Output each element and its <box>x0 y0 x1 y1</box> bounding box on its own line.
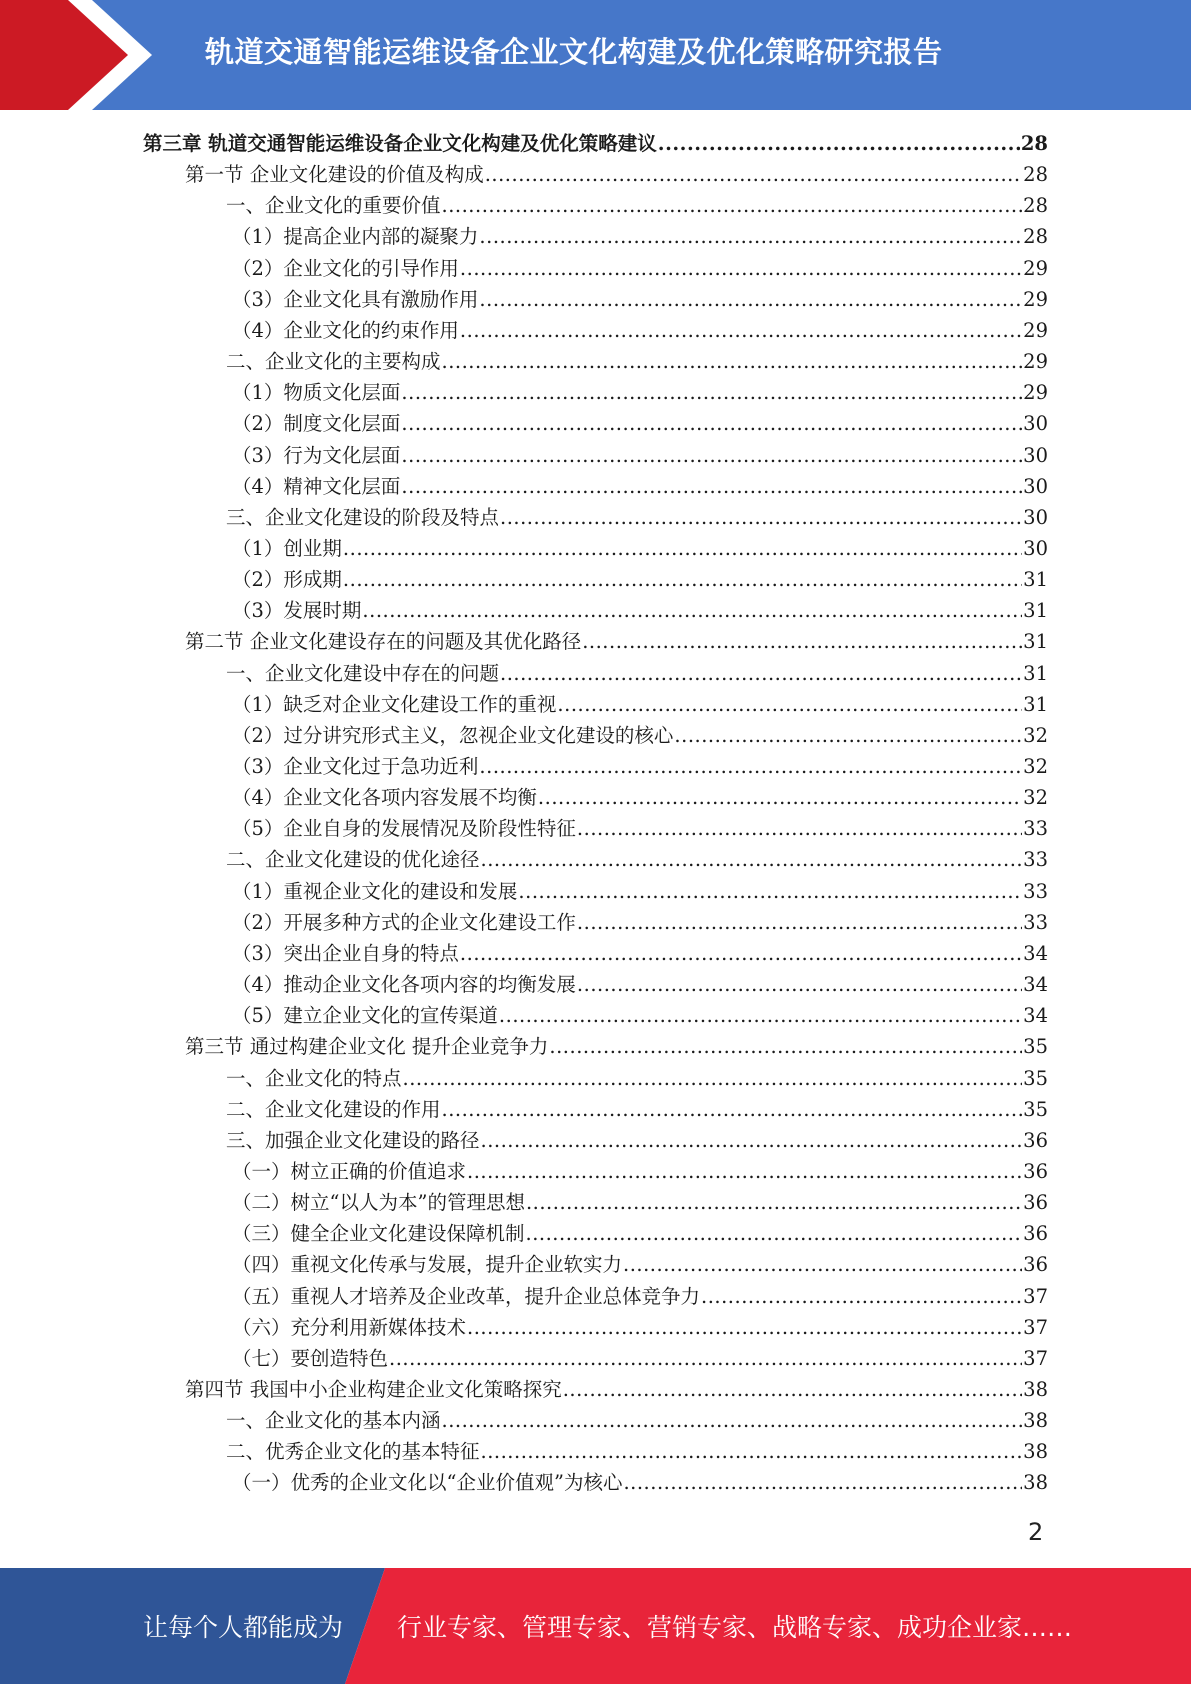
toc-entry[interactable] <box>232 751 1048 782</box>
toc-entry[interactable] <box>232 533 1048 564</box>
toc-dot-leader <box>557 689 1022 720</box>
toc-dot-leader <box>549 1031 1022 1062</box>
toc-entry-page: 28 <box>1023 225 1048 249</box>
footer-slogan-right: 行业专家、管理专家、营销专家、战略专家、成功企业家…… <box>397 1613 1073 1642</box>
toc-dot-leader <box>577 907 1022 938</box>
toc-entry-title: （3）企业文化过于急功近利 <box>232 755 479 778</box>
toc-entry-page: 37 <box>1023 1315 1048 1339</box>
toc-entry-title: （一）树立正确的价值追求 <box>232 1159 467 1183</box>
toc-entry[interactable] <box>185 159 1048 190</box>
toc-entry-page: 29 <box>1023 256 1048 280</box>
toc-dot-leader <box>479 751 1022 782</box>
toc-entry[interactable] <box>232 782 1048 813</box>
toc-entry-page: 34 <box>1023 973 1048 997</box>
toc-entry-title: （三）健全企业文化建设保障机制 <box>232 1222 525 1246</box>
toc-entry-page: 38 <box>1023 1440 1048 1464</box>
toc-dot-leader <box>343 533 1022 564</box>
toc-dot-leader <box>674 720 1022 751</box>
toc-entry-page: 31 <box>1023 661 1048 685</box>
toc-entry-page: 37 <box>1023 1346 1048 1370</box>
toc-entry[interactable] <box>232 221 1048 252</box>
toc-dot-leader <box>485 159 1022 190</box>
toc-entry[interactable] <box>226 346 1048 377</box>
toc-entry-title: 一、企业文化的重要价值 <box>226 194 441 218</box>
toc-dot-leader <box>500 658 1022 689</box>
toc-dot-leader <box>538 782 1022 813</box>
toc-entry-page: 32 <box>1023 786 1048 810</box>
toc-entry-title: （2）制度文化层面 <box>232 412 401 436</box>
toc-entry-page: 38 <box>1023 1409 1048 1433</box>
toc-entry-title: （3）突出企业自身的特点 <box>232 941 459 965</box>
toc-dot-leader <box>577 813 1022 844</box>
toc-entry-page: 30 <box>1023 443 1048 467</box>
toc-entry[interactable] <box>226 502 1048 533</box>
toc-entry[interactable] <box>232 440 1048 471</box>
toc-entry-title: 第四节 我国中小企业构建企业文化策略探究 <box>185 1378 562 1401</box>
toc-dot-leader <box>526 1218 1023 1249</box>
toc-entry-page: 32 <box>1023 755 1048 778</box>
toc-entry[interactable] <box>226 1125 1048 1156</box>
toc-entry-title: （3）行为文化层面 <box>232 443 401 467</box>
toc-entry-page: 36 <box>1023 1159 1048 1183</box>
toc-entry-page: 33 <box>1023 910 1048 934</box>
toc-entry-page: 28 <box>1023 194 1048 218</box>
toc-entry[interactable] <box>232 720 1048 751</box>
toc-entry-title: 第二节 企业文化建设存在的问题及其优化路径 <box>185 630 582 654</box>
toc-entry-title: （2）形成期 <box>232 568 342 592</box>
toc-entry-title: （1）重视企业文化的建设和发展 <box>232 879 518 903</box>
toc-entry[interactable] <box>232 315 1048 346</box>
toc-entry-title: 第一节 企业文化建设的价值及构成 <box>185 163 484 187</box>
toc-entry[interactable] <box>232 876 1048 907</box>
toc-entry-page: 37 <box>1023 1284 1048 1308</box>
toc-dot-leader <box>479 221 1022 252</box>
toc-entry-title: （1）物质文化层面 <box>232 381 401 405</box>
toc-entry-title: （3）企业文化具有激励作用 <box>232 287 479 311</box>
toc-entry[interactable] <box>143 128 1048 159</box>
toc-dot-leader <box>623 1249 1022 1280</box>
toc-dot-leader <box>362 595 1022 626</box>
toc-entry[interactable] <box>232 689 1048 720</box>
toc-entry[interactable] <box>232 1156 1048 1187</box>
toc-entry[interactable] <box>185 626 1048 657</box>
toc-entry-page: 30 <box>1023 505 1048 529</box>
toc-dot-leader <box>403 1063 1023 1094</box>
toc-entry-title: （二）树立“以人为本”的管理思想 <box>232 1191 525 1215</box>
toc-entry[interactable] <box>232 1249 1048 1280</box>
toc-entry[interactable] <box>226 844 1048 875</box>
toc-entry-page: 29 <box>1023 318 1048 342</box>
toc-entry-page: 29 <box>1023 287 1048 311</box>
page-number: 2 <box>1028 1518 1044 1546</box>
toc-dot-leader <box>401 440 1022 471</box>
toc-entry-page: 31 <box>1023 599 1048 623</box>
toc-entry[interactable] <box>226 190 1048 221</box>
toc-entry-page: 29 <box>1023 381 1048 405</box>
toc-entry[interactable] <box>232 907 1048 938</box>
toc-entry-title: （一）优秀的企业文化以“企业价值观”为核心 <box>232 1471 623 1495</box>
toc-entry-title: （六）充分利用新媒体技术 <box>232 1315 467 1339</box>
footer-slogan-left: 让每个人都能成为 <box>143 1613 344 1642</box>
toc-dot-leader <box>460 253 1022 284</box>
toc-entry-page: 28 <box>1020 132 1048 155</box>
toc-entry-title: （1）缺乏对企业文化建设工作的重视 <box>232 692 557 716</box>
toc-entry-title: （七）要创造特色 <box>232 1346 389 1370</box>
toc-entry-page: 33 <box>1023 817 1048 841</box>
toc-entry[interactable] <box>232 564 1048 595</box>
toc-dot-leader <box>401 377 1022 408</box>
toc-dot-leader <box>442 1405 1023 1436</box>
toc-entry[interactable] <box>232 938 1048 969</box>
toc-entry-title: （4）推动企业文化各项内容的均衡发展 <box>232 973 576 997</box>
toc-entry[interactable] <box>232 408 1048 439</box>
toc-entry-title: （2）企业文化的引导作用 <box>232 256 459 280</box>
toc-entry-title: 二、企业文化建设的作用 <box>226 1097 441 1121</box>
toc-dot-leader <box>389 1343 1022 1374</box>
toc-entry-title: 二、优秀企业文化的基本特征 <box>226 1440 480 1464</box>
toc-entry-title: （五）重视人才培养及企业改革，提升企业总体竞争力 <box>232 1284 701 1308</box>
toc-entry[interactable] <box>232 595 1048 626</box>
toc-entry[interactable] <box>232 377 1048 408</box>
page-footer <box>0 1568 1191 1684</box>
toc-entry-page: 36 <box>1023 1128 1048 1152</box>
toc-entry-title: （5）企业自身的发展情况及阶段性特征 <box>232 817 576 841</box>
toc-dot-leader <box>481 1125 1023 1156</box>
toc-entry-title: 一、企业文化建设中存在的问题 <box>226 661 500 685</box>
toc-entry-page: 31 <box>1023 692 1048 716</box>
toc-entry-page: 38 <box>1023 1471 1048 1495</box>
toc-entry-page: 38 <box>1023 1378 1048 1401</box>
toc-dot-leader <box>500 502 1022 533</box>
toc-entry[interactable] <box>226 1063 1048 1094</box>
toc-dot-leader <box>460 315 1022 346</box>
toc-entry[interactable] <box>232 813 1048 844</box>
toc-dot-leader <box>481 1436 1023 1467</box>
toc-entry-page: 34 <box>1023 1004 1048 1028</box>
toc-entry-title: （1）创业期 <box>232 536 342 560</box>
toc-dot-leader <box>467 1156 1022 1187</box>
toc-dot-leader <box>442 1094 1023 1125</box>
toc-entry-page: 36 <box>1023 1191 1048 1215</box>
toc-dot-leader <box>577 969 1022 1000</box>
toc-entry-page: 34 <box>1023 941 1048 965</box>
toc-entry-page: 31 <box>1023 630 1048 654</box>
toc-entry-title: （4）企业文化的约束作用 <box>232 318 459 342</box>
toc-entry[interactable] <box>232 1312 1048 1343</box>
toc-entry[interactable] <box>226 658 1048 689</box>
toc-dot-leader <box>499 1000 1022 1031</box>
toc-entry-title: （3）发展时期 <box>232 599 362 623</box>
toc-entry[interactable] <box>226 1405 1048 1436</box>
toc-entry-page: 30 <box>1023 412 1048 436</box>
toc-entry-page: 33 <box>1023 848 1048 872</box>
toc-dot-leader <box>460 938 1022 969</box>
toc-entry[interactable] <box>232 253 1048 284</box>
toc-entry-title: 一、企业文化的基本内涵 <box>226 1409 441 1433</box>
toc-dot-leader <box>442 190 1023 221</box>
toc-entry-title: （2）开展多种方式的企业文化建设工作 <box>232 910 576 934</box>
report-title: 轨道交通智能运维设备企业文化构建及优化策略研究报告 <box>205 35 943 69</box>
toc-entry-page: 30 <box>1023 536 1048 560</box>
toc-entry-title: （4）企业文化各项内容发展不均衡 <box>232 786 537 810</box>
toc-entry-page: 33 <box>1023 879 1048 903</box>
toc-entry-page: 36 <box>1023 1253 1048 1277</box>
toc-dot-leader <box>658 128 1020 159</box>
toc-entry-page: 32 <box>1023 723 1048 747</box>
toc-entry-title: 二、企业文化建设的优化途径 <box>226 848 480 872</box>
toc-entry-page: 35 <box>1023 1035 1048 1059</box>
toc-dot-leader <box>442 346 1023 377</box>
toc-entry[interactable] <box>232 1281 1048 1312</box>
toc-dot-leader <box>401 408 1022 439</box>
toc-dot-leader <box>701 1281 1022 1312</box>
toc-entry-title: （4）精神文化层面 <box>232 474 401 498</box>
toc-entry-page: 35 <box>1023 1097 1048 1121</box>
page-header <box>0 0 1191 110</box>
toc-dot-leader <box>343 564 1022 595</box>
toc-entry-page: 29 <box>1023 350 1048 374</box>
toc-entry[interactable] <box>232 1000 1048 1031</box>
toc-entry[interactable] <box>185 1374 1048 1405</box>
toc-entry-page: 31 <box>1023 568 1048 592</box>
toc-entry-title: 一、企业文化的特点 <box>226 1066 402 1090</box>
toc-dot-leader <box>582 626 1022 657</box>
toc-entry-title: （5）建立企业文化的宣传渠道 <box>232 1004 498 1028</box>
toc-dot-leader <box>467 1312 1022 1343</box>
toc-entry-page: 30 <box>1023 474 1048 498</box>
toc-entry[interactable] <box>232 1187 1048 1218</box>
toc-dot-leader <box>401 471 1022 502</box>
toc-dot-leader <box>481 844 1023 875</box>
toc-entry-page: 36 <box>1023 1222 1048 1246</box>
toc-entry-title: （四）重视文化传承与发展，提升企业软实力 <box>232 1253 623 1277</box>
toc-entry[interactable] <box>232 1343 1048 1374</box>
toc-entry-title: （2）过分讲究形式主义，忽视企业文化建设的核心 <box>232 723 674 747</box>
toc-dot-leader <box>518 876 1022 907</box>
toc-entry-title: 二、企业文化的主要构成 <box>226 350 441 374</box>
toc-entry-title: 三、企业文化建设的阶段及特点 <box>226 505 500 529</box>
toc-entry[interactable] <box>232 284 1048 315</box>
toc-entry-title: （1）提高企业内部的凝聚力 <box>232 225 479 249</box>
toc-entry[interactable] <box>232 969 1048 1000</box>
toc-entry-title: 三、加强企业文化建设的路径 <box>226 1128 480 1152</box>
toc-entry-page: 35 <box>1023 1066 1048 1090</box>
toc-entry-title: 第三节 通过构建企业文化 提升企业竞争力 <box>185 1035 549 1059</box>
toc-entry[interactable] <box>232 471 1048 502</box>
toc-entry-page: 28 <box>1023 163 1048 187</box>
toc-dot-leader <box>479 284 1022 315</box>
toc-entry-title: 第三章 轨道交通智能运维设备企业文化构建及优化策略建议 <box>143 132 657 155</box>
toc-entry[interactable] <box>185 1031 1048 1062</box>
toc-entry[interactable] <box>232 1467 1048 1498</box>
toc-dot-leader <box>563 1374 1022 1405</box>
toc-entry[interactable] <box>226 1094 1048 1125</box>
toc-entry[interactable] <box>226 1436 1048 1467</box>
toc-entry[interactable] <box>232 1218 1048 1249</box>
toc-dot-leader <box>623 1467 1022 1498</box>
toc-dot-leader <box>526 1187 1022 1218</box>
